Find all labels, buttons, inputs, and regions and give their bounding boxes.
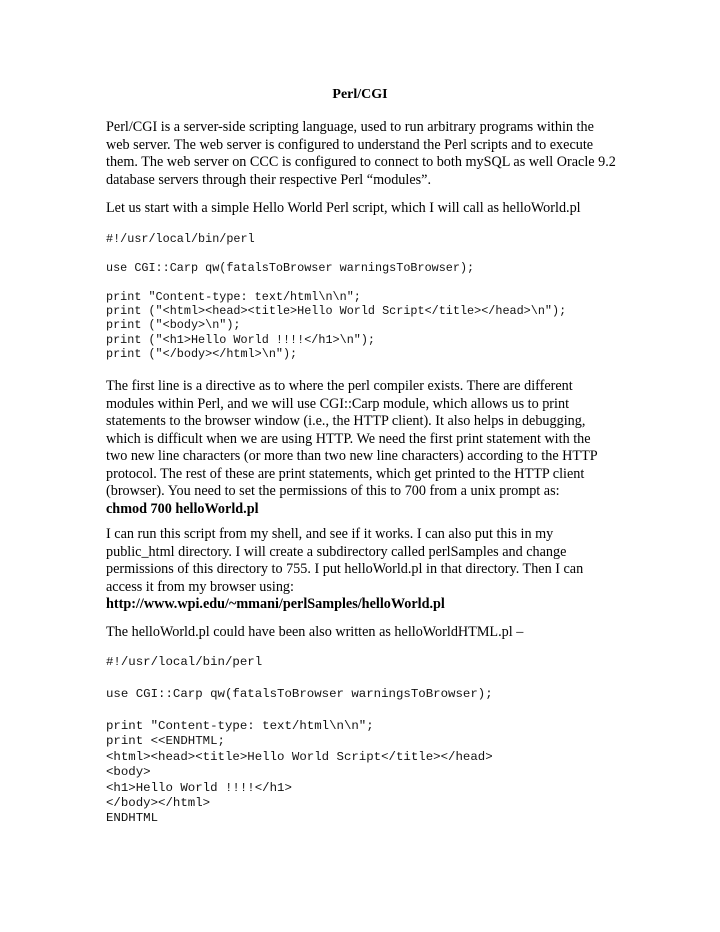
- explain-line: protocol. The rest of these are print statements, which get printed to the HTTP client: [106, 465, 585, 482]
- explain-line: modules within Perl, and we will use CGI::Carp module, which allows us to print: [106, 395, 570, 412]
- explanation-paragraph: [106, 378, 626, 518]
- code-line: use CGI::Carp qw(fatalsToBrowser warningsToBrowser);: [106, 261, 475, 275]
- intro-line: web server. The web server is configured to understand the Perl scripts and to execute: [106, 136, 594, 153]
- chmod-command: chmod 700 helloWorld.pl: [106, 500, 259, 517]
- explain-line: (browser). You need to set the permissions of this to 700 from a unix prompt as:: [106, 483, 560, 499]
- code-line: print "Content-type: text/html\n\n";: [106, 719, 374, 733]
- explain-line: statements to the browser window (i.e., the HTTP client). It also helps in debugging,: [106, 413, 586, 429]
- intro-line: them. The web server on CCC is configured to connect to both mySQL as well Oracle 9.2: [106, 154, 616, 170]
- page-title: Perl/CGI: [332, 87, 388, 102]
- code-line: <body>: [106, 765, 151, 780]
- code-line: print ("<h1>Hello World !!!!</h1>\n");: [106, 332, 376, 347]
- run-line: I can run this script from my shell, and see if it works. I can also put this in my: [106, 526, 554, 542]
- code-line: #!/usr/local/bin/perl: [106, 655, 263, 669]
- explain-line: which is difficult when we are using HTTP. We need the first print statement with the: [106, 430, 591, 447]
- code-line: </body></html>: [106, 796, 211, 811]
- code-block-helloworldhtml-body: [106, 719, 666, 827]
- intro-paragraph: [106, 119, 626, 189]
- code-block-helloworld-use: [106, 261, 666, 275]
- alt-line: The helloWorld.pl could have been also written as helloWorldHTML.pl –: [106, 624, 524, 640]
- code-block-helloworld-prints: [106, 290, 666, 361]
- code-line: print "Content-type: text/html\n\n";: [106, 290, 361, 304]
- explain-line: The first line is a directive as to where the perl compiler exists. There are different: [106, 378, 573, 394]
- code-line: print ("<html><head><title>Hello World Script</title></head>\n");: [106, 304, 567, 319]
- intro-line: Perl/CGI is a server-side scripting language, used to run arbitrary programs within the: [106, 119, 594, 135]
- lead-line: Let us start with a simple Hello World Perl script, which I will call as helloWorld.pl: [106, 200, 581, 216]
- code-line: <html><head><title>Hello World Script</title></head>: [106, 749, 493, 764]
- code-block-helloworldhtml-use: [106, 687, 666, 702]
- script-url: http://www.wpi.edu/~mmani/perlSamples/helloWorld.pl: [106, 596, 445, 612]
- code-line: <h1>Hello World !!!!</h1>: [106, 780, 292, 795]
- code-line: print ("</body></html>\n");: [106, 346, 298, 361]
- code-block-helloworld: [106, 232, 666, 246]
- run-paragraph: [106, 526, 626, 614]
- explain-line: two new line characters (or more than two new line characters) according to the HTTP: [106, 448, 598, 464]
- code-line: print ("<body>\n");: [106, 318, 241, 333]
- run-line: permissions of this directory to 755. I put helloWorld.pl in that directory. Then I can: [106, 561, 584, 577]
- run-line: public_html directory. I will create a subdirectory called perlSamples and change: [106, 543, 567, 560]
- run-line: access it from my browser using:: [106, 578, 294, 595]
- code-block-helloworldhtml: [106, 655, 666, 670]
- code-line: print <<ENDHTML;: [106, 734, 225, 749]
- code-line: #!/usr/local/bin/perl: [106, 232, 255, 246]
- code-line: ENDHTML: [106, 811, 159, 826]
- alternative-paragraph: [106, 624, 626, 642]
- intro-line: database servers through their respective Perl “modules”.: [106, 171, 432, 188]
- code-line: use CGI::Carp qw(fatalsToBrowser warningsToBrowser);: [106, 687, 493, 701]
- lead-paragraph: [106, 200, 626, 218]
